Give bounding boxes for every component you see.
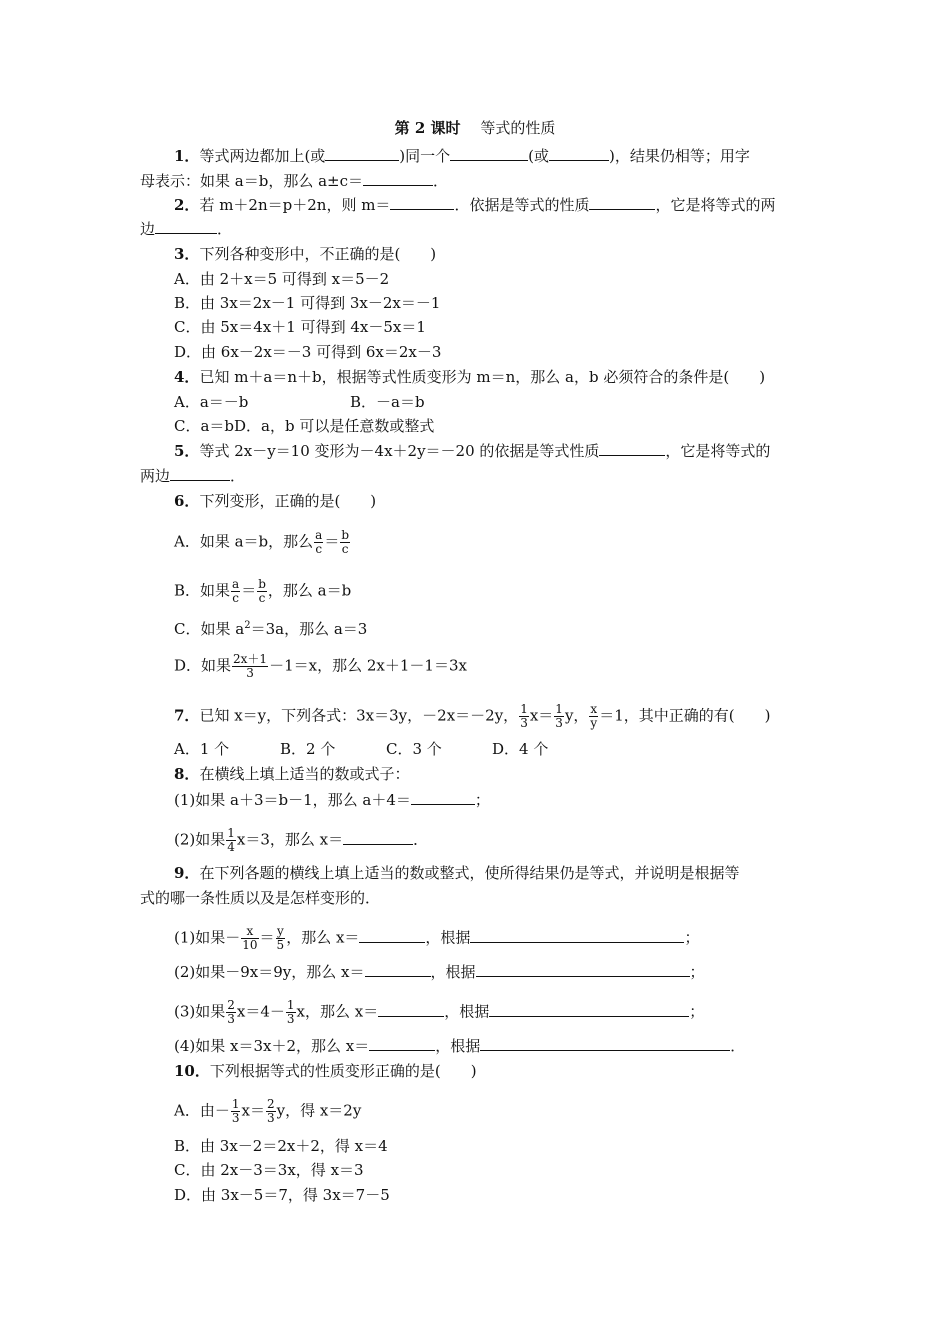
blank[interactable] xyxy=(589,195,655,210)
blank[interactable] xyxy=(470,928,684,943)
fraction: $\frac{a}{c}$ xyxy=(315,528,323,556)
option-a[interactable]: A．如果 a＝b，那么 $\frac{a}{c}$ ＝ $\frac{b}{c}$ xyxy=(174,528,350,556)
blank[interactable] xyxy=(170,466,230,481)
fraction: $\frac{1}{3}$ xyxy=(520,702,528,730)
fraction: $\frac{b}{c}$ xyxy=(258,577,266,605)
blank[interactable] xyxy=(365,962,431,977)
question-6: 6．下列变形，正确的是( ) xyxy=(174,492,377,510)
question-10: 10．下列根据等式的性质变形正确的是( ) xyxy=(174,1062,477,1080)
option-cd[interactable]: C．a＝bD．a，b 可以是任意数或整式 xyxy=(174,417,435,435)
blank[interactable] xyxy=(450,146,528,161)
question-9: 9．在下列各题的横线上填上适当的数或整式，使所得结果仍是等式，并说明是根据等 xyxy=(174,864,740,882)
option-d[interactable]: D．由 6x－2x＝－3 可得到 6x＝2x－3 xyxy=(174,343,442,361)
fraction: $\frac{x}{10}$ xyxy=(242,924,258,952)
fraction: $\frac{2}{3}$ xyxy=(266,1097,275,1125)
option-c[interactable]: C．如果 $a^2=3a$，那么 a＝3 xyxy=(174,620,368,638)
fraction: $\frac{1}{3}$ xyxy=(286,998,295,1026)
question-5: 5．等式 2x－y＝10 变形为－4x＋2y＝－20 的依据是等式性质 ，它是将等式的 xyxy=(174,442,771,460)
fraction: $\frac{2}{3}$ xyxy=(227,998,235,1026)
option-b[interactable]: B．由 3x＝2x－1 可得到 3x－2x＝－1 xyxy=(174,294,441,312)
question-2: 2．若 m＋2n＝p＋2n，则 m＝ ．依据是等式的性质 ，它是将等式的两 xyxy=(174,196,776,214)
question-7: 7．已知 x＝y，下列各式：3x＝3y，－2x＝－2y， $\frac{1}{3}$ x＝ $\frac{1}{3}$ y， $\frac{x}{y}$ ＝1，其中正确的有( ) xyxy=(174,702,771,730)
option-d[interactable]: D．由 3x－5＝7，得 3x＝7－5 xyxy=(174,1186,390,1204)
blank[interactable] xyxy=(369,1036,435,1051)
option-c[interactable]: C．由 2x－3＝3x，得 x＝3 xyxy=(174,1161,364,1179)
blank[interactable] xyxy=(359,928,425,943)
page-title: 第 2 课时 等式的性质 xyxy=(394,119,556,137)
option-b[interactable]: B．如果 $\frac{a}{c}$ ＝ $\frac{b}{c}$ ，那么 a＝b xyxy=(174,577,352,605)
question-1: 1．等式两边都加上(或 )同一个 (或 )，结果仍相等；用字 xyxy=(174,147,750,165)
blank[interactable] xyxy=(549,146,609,161)
option-c[interactable]: C．3 个 xyxy=(386,740,442,758)
blank[interactable] xyxy=(480,1036,730,1051)
option-b[interactable]: B．由 3x－2＝2x＋2，得 x＝4 xyxy=(174,1137,388,1155)
blank[interactable] xyxy=(489,1002,689,1017)
fraction: $\frac{b}{c}$ xyxy=(341,528,350,556)
fraction: $\frac{2x+1}{3}$ xyxy=(233,652,268,680)
option-b[interactable]: B．－a＝b xyxy=(350,393,425,411)
question-8: 8．在横线上填上适当的数或式子： xyxy=(174,765,410,783)
question-3: 3．下列各种变形中，不正确的是( ) xyxy=(174,245,437,263)
blank[interactable] xyxy=(155,219,217,234)
blank[interactable] xyxy=(378,1002,444,1017)
option-c[interactable]: C．由 5x＝4x＋1 可得到 4x－5x＝1 xyxy=(174,318,426,336)
blank[interactable] xyxy=(476,962,690,977)
blank[interactable] xyxy=(363,171,433,186)
blank[interactable] xyxy=(390,195,454,210)
blank[interactable] xyxy=(411,790,475,805)
option-d[interactable]: D．4 个 xyxy=(492,740,549,758)
fraction: $\frac{1}{3}$ xyxy=(555,702,563,730)
option-a[interactable]: A．由 2＋x＝5 可得到 x＝5－2 xyxy=(174,270,390,288)
blank[interactable] xyxy=(325,146,399,161)
fraction: $\frac{a}{c}$ xyxy=(232,577,240,605)
option-a[interactable]: A．1 个 xyxy=(174,740,230,758)
fraction: $\frac{1}{4}$ xyxy=(227,826,235,854)
fraction: $\frac{1}{3}$ xyxy=(231,1097,240,1125)
question-4: 4．已知 m＋a＝n＋b，根据等式性质变形为 m＝n，那么 a，b 必须符合的条件是( ) xyxy=(174,368,766,386)
blank[interactable] xyxy=(599,441,665,456)
fraction: $\frac{x}{y}$ xyxy=(590,702,598,730)
option-b[interactable]: B．2 个 xyxy=(280,740,336,758)
option-d[interactable]: D．如果 $\frac{2x+1}{3}$ －1＝x，那么 2x＋1－1＝3x xyxy=(174,652,467,680)
blank[interactable] xyxy=(343,830,413,845)
option-a[interactable]: A．a＝－b xyxy=(174,393,249,411)
fraction: $\frac{y}{5}$ xyxy=(276,924,285,952)
option-a[interactable]: A．由－ $\frac{1}{3}$ x＝ $\frac{2}{3}$ y，得 x＝2y xyxy=(174,1097,362,1125)
